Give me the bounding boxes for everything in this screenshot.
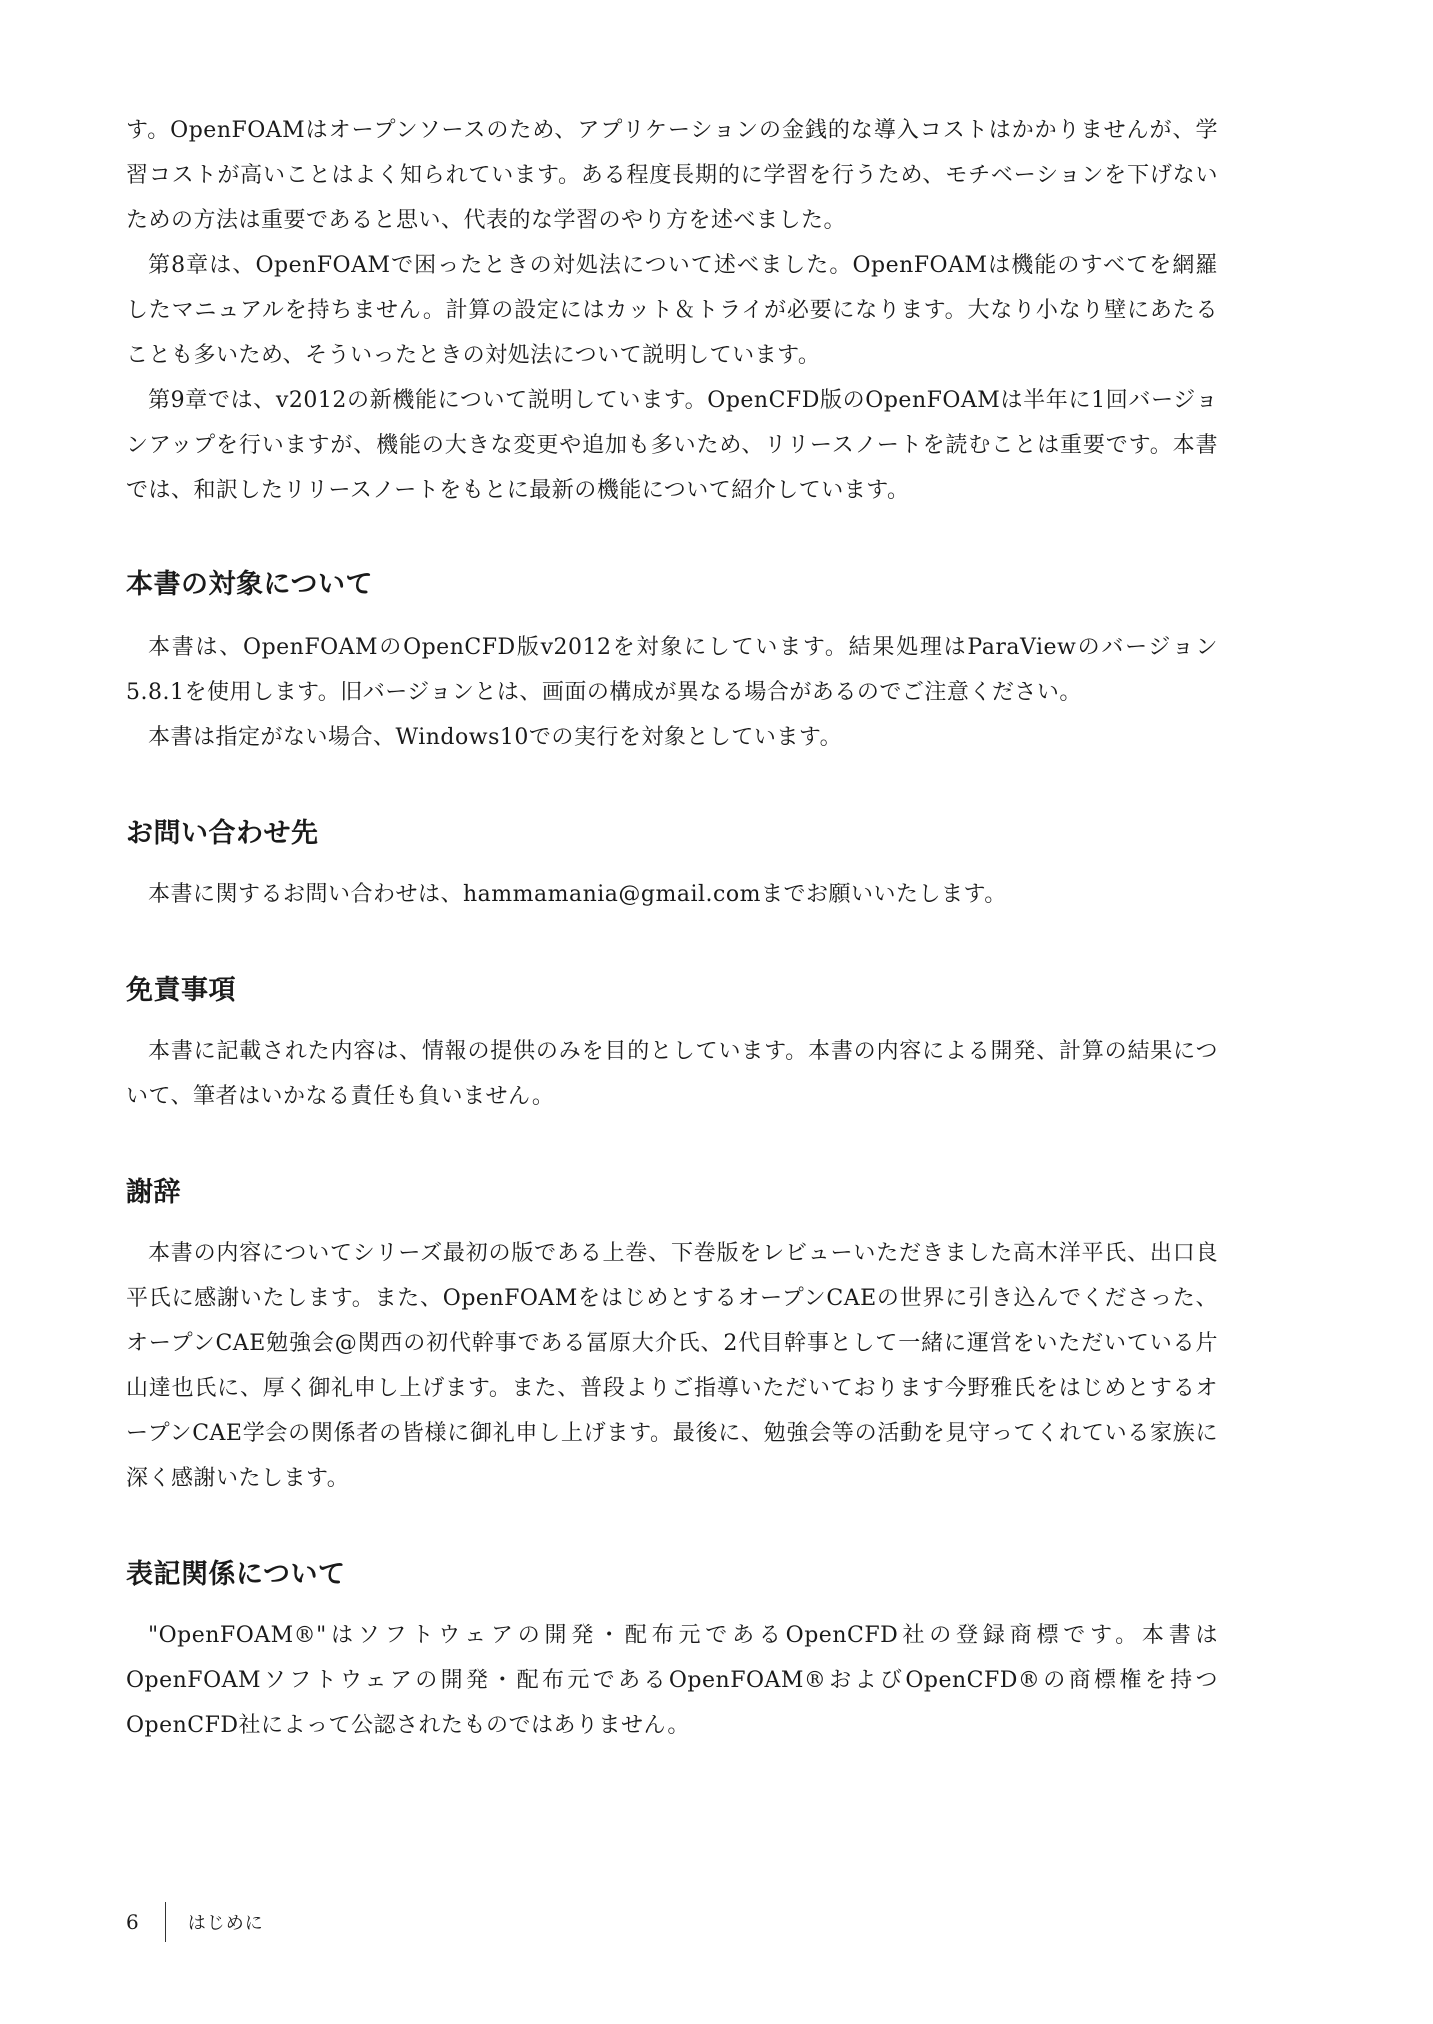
section-heading-contact: お問い合わせ先 <box>126 818 319 849</box>
section-heading-trademarks: 表記関係について <box>126 1559 346 1590</box>
intro-paragraph: 第9章では、v2012の新機能について説明しています。OpenCFD版のOpenFOAMは半年に1回バージョンアップを行いますが、機能の大きな変更や追加も多いため、リリースノートを読むことは重要です。本書では、和訳したリリースノートをもとに最新の機能について紹介しています。 <box>126 388 1218 503</box>
intro-paragraph: 第8章は、OpenFOAMで困ったときの対処法について述べました。OpenFOAMは機能のすべてを網羅したマニュアルを持ちません。計算の設定にはカット＆トライが必要になります。大なり小なり壁にあたることも多いため、そういったときの対処法について説明しています。 <box>126 253 1218 368</box>
section-paragraph: 本書は、OpenFOAMのOpenCFD版v2012を対象にしています。結果処理はParaViewのバージョン5.8.1を使用します。旧バージョンとは、画面の構成が異なる場合があるのでご注意ください。 <box>126 635 1218 705</box>
section-paragraph: 本書に関するお問い合わせは、hammamania@gmail.comまでお願いいたします。 <box>148 882 1007 907</box>
section-paragraph: 本書に記載された内容は、情報の提供のみを目的としています。本書の内容による開発、計算の結果について、筆者はいかなる責任も負いません。 <box>126 1039 1218 1109</box>
section-heading-acknowledgements: 謝辞 <box>126 1177 181 1208</box>
section-paragraph: "OpenFOAM®"はソフトウェアの開発・配布元であるOpenCFD社の登録商標です。本書はOpenFOAMソフトウェアの開発・配布元であるOpenFOAM®およびOpenCFD®の商標権を持つOpenCFD社によって公認されたものではありません。 <box>126 1623 1218 1738</box>
section-heading-disclaimer: 免責事項 <box>126 975 236 1006</box>
chapter-name: はじめに <box>187 1913 264 1934</box>
intro-paragraph: す。OpenFOAMはオープンソースのため、アプリケーションの金銭的な導入コストはかかりませんが、学習コストが高いことはよく知られています。ある程度長期的に学習を行うため、モチベーションを下げないための方法は重要であると思い、代表的な学習のやり方を述べました。 <box>126 118 1218 233</box>
section-heading-target: 本書の対象について <box>126 569 373 600</box>
footer-divider <box>165 1902 166 1942</box>
section-paragraph: 本書の内容についてシリーズ最初の版である上巻、下巻版をレビューいただきました高木洋平氏、出口良平氏に感謝いたします。また、OpenFOAMをはじめとするオープンCAEの世界に引き込んでくださった、オープンCAE勉強会@関西の初代幹事である冨原大介氏、2代目幹事として一緒に運営をいただいている片山達也氏に、厚く御礼申し上げます。また、普段よりご指導いただいております今野雅氏をはじめとするオープンCAE学会の関係者の皆様に御礼申し上げます。最後に、勉強会等の活動を見守ってくれている家族に深く感謝いたします。 <box>126 1241 1218 1491</box>
page-footer <box>126 1900 264 1944</box>
page-number: 6 <box>126 1910 139 1934</box>
section-paragraph: 本書は指定がない場合、Windows10での実行を対象としています。 <box>148 725 843 750</box>
page-content <box>126 108 1218 1748</box>
